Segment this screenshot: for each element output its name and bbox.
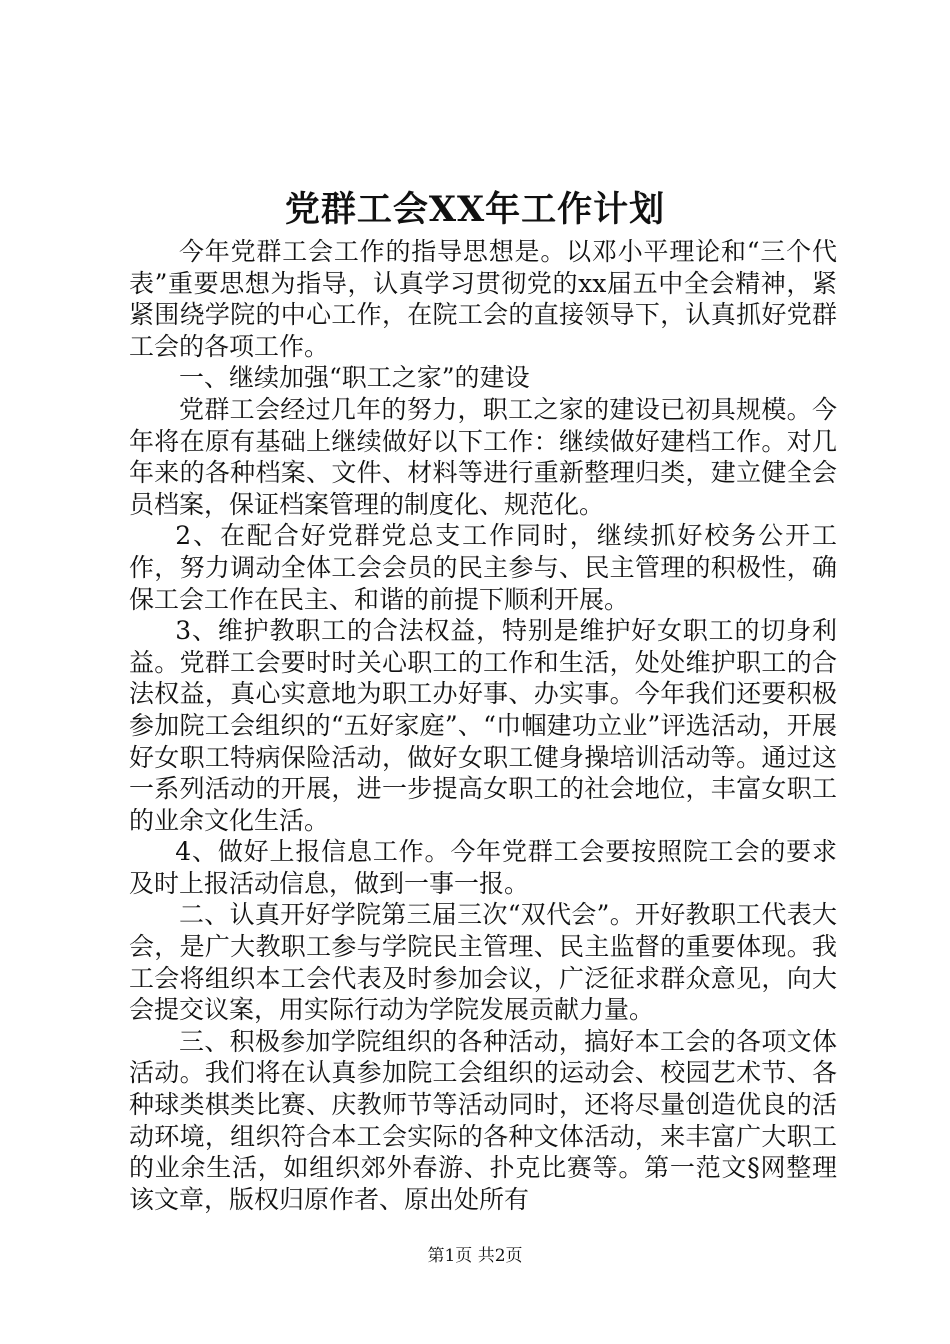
heading-section-1: 一、继续加强“职工之家”的建设 bbox=[179, 363, 530, 393]
paragraph-guiding-thought: 今年党群工会工作的指导思想是。以邓小平理论和“三个代表”重要思想为指导，认真学习贯彻党的xx届五中全会精神，紧紧围绕学院的中心工作，在院工会的直接领导下，认真抓好党群工会的各项工作。 bbox=[129, 237, 837, 361]
paragraph-section-2: 二、认真开好学院第三届三次“双代会”。开好教职工代表大会，是广大教职工参与学院民主管理、民主监督的重要体现。我工会将组织本工会代表及时参加会议，广泛征求群众意见，向大会提交议案，用实际行动为学院发展贡献力量。 bbox=[129, 900, 837, 1025]
document-title: 党群工会XX年工作计划 bbox=[284, 189, 666, 230]
page-number-footer: 第1页 共2页 bbox=[427, 1246, 523, 1266]
paragraph-item-2: 2、在配合好党群党总支工作同时，继续抓好校务公开工作，努力调动全体工会会员的民主参与、民主管理的积极性，确保工会工作在民主、和谐的前提下顺利开展。 bbox=[129, 521, 837, 614]
paragraph-section-3: 三、积极参加学院组织的各种活动，搞好本工会的各项文体活动。我们将在认真参加院工会组织的运动会、校园艺术节、各种球类棋类比赛、庆教师节等活动同时，还将尽量创造优良的活动环境，组织符合本工会实际的各种文体活动，来丰富广大职工的业余生活，如组织郊外春游、扑克比赛等。第一范文§网整理该文章，版权归原作者、原出处所有 bbox=[129, 1026, 837, 1214]
paragraph-item-4: 4、做好上报信息工作。今年党群工会要按照院工会的要求及时上报活动信息，做到一事一报。 bbox=[129, 837, 837, 898]
paragraph-staff-home: 党群工会经过几年的努力，职工之家的建设已初具规模。今年将在原有基础上继续做好以下工作：继续做好建档工作。对几年来的各种档案、文件、材料等进行重新整理归类，建立健全会员档案，保证档案管理的制度化、规范化。 bbox=[129, 394, 837, 519]
document-body bbox=[129, 236, 837, 1215]
paragraph-item-3: 3、维护教职工的合法权益，特别是维护好女职工的切身利益。党群工会要时时关心职工的工作和生活，处处维护职工的合法权益，真心实意地为职工办好事、办实事。今年我们还要积极参加院工会组织的“五好家庭”、“巾帼建功立业”评选活动，开展好女职工特病保险活动，做好女职工健身操培训活动等。通过这一系列活动的开展，进一步提高女职工的社会地位，丰富女职工的业余文化生活。 bbox=[129, 616, 837, 835]
